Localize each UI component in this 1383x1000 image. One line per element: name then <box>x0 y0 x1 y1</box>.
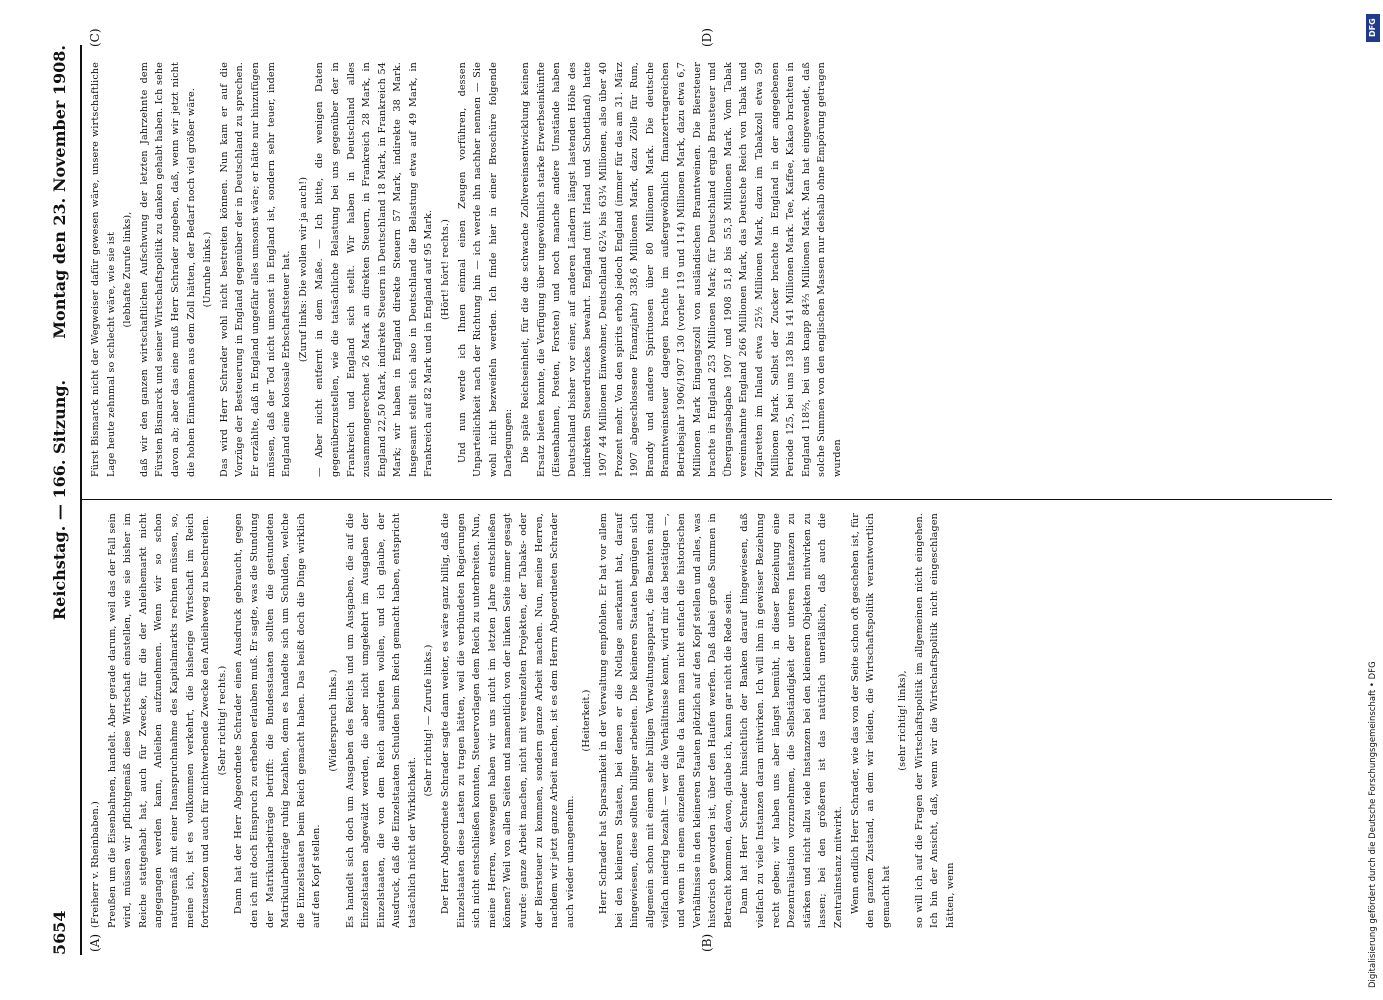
paragraph: Preußen um die Eisenbahnen, handelt. Aber gerade darum, weil das der Fall sein wird, müssen wir pflichtgemäß diese Wirtschaft einstellen, wie sie bisher im Reiche stattgehabt hat, auch für Zwecke, für die der Anleihemarkt nicht angegangen werden kann, Anleihen aufzunehmen. Wenn wir so schon naturgemäß mit einer Inanspruchnahme des Kapitalmarkts rechnen müssen, so, meine ich, ist es vollkommen verkehrt, die bisherige Wirtschaft im Reich fortzusetzen und auch für nichtwerbende Zwecke den Anleiheweg zu beschreiten. <box>106 513 212 928</box>
margin-marker-b: (B) <box>700 933 714 952</box>
paragraph: Dann hat der Herr Abgeordnete Schrader einen Ausdruck gebraucht, gegen den ich mit doch Einspruch zu erheben erlauben muß. Er sagte, was die Stundung der Matrikularbeiträge betrifft: die Bundesstaaten sollten die gestundeten Matrikularbeiträge ruhig bezahlen, denn es handelte sich um Schulden, welche die Einzelstaaten beim Reich gemacht haben. Das heißt doch die Dinge wirklich auf den Kopf stellen. <box>233 513 323 928</box>
paragraph: so will ich auf die Fragen der Wirtschaftspolitik im allgemeinen nicht eingehen. Ich bin der Ansicht, daß, wenn wir die Wirtschaftspolitik nicht eingeschlagen hätten, wenn <box>913 513 957 928</box>
paragraph: Das wird Herr Schrader wohl nicht bestreiten können. Nun kam er auf die Vorzüge der Besteuerung in England gegenüber der in Deutschland zu sprechen. Er erzählte, daß in England ungefähr alles umsonst wäre; er hätte nur hinzufügen müssen, daß der Tod nicht umsonst in England ist, sondern sehr teuer, indem England eine kolossale Erbschaftssteuer hat. <box>218 62 293 477</box>
margin-marker-d: (D) <box>700 28 714 47</box>
paragraph: Die späte Reichseinheit, für die die schwache Zollvereinsentwicklung keinen Ersatz bieten konnte, die Verfügung über ungewöhnlich starke Erwerbseinkünfte (Eisenbahnen, Posten, Forsten) und noch manche andere Umstände haben Deutschland bisher vor einer, auf anderen Ländern längst lastenden Höhe des indirekten Steuerdruckes bewahrt. England (mit Irland und Schottland) hatte 1907 44 Millionen Einwohner, Deutschland 62¼ bis 63¼ Millionen, also über 40 Prozent mehr. Von den spirits erhob jedoch England (immer für das am 31. März 1907 abgeschlossene Finanzjahr) 338,6 Millionen Mark, dazu Zölle für Rum, Brandy und andere Spirituosen über 80 Millionen Mark. Die deutsche Branntweinsteuer dagegen brachte im außergewöhnlich finanzertragreichen Betriebsjahr 1906/1907 130 (vorher 119 und 114) Millionen Mark, dazu etwa 6,7 Millionen Mark Eingangszoll von ausländischen Branntweinen. Die Biersteuer brachte in England 253 Millionen Mark; für Deutschland ergab Brausteuer und Übergangsabgabe 1907 und 1908 51,8 bis 55,3 Millionen Mark. Vom Tabak vereinnahmte England 266 Millionen Mark, das Deutsche Reich von Tabak und Zigaretten im Inland etwa 25½ Millionen Mark, dazu im Tabakzoll etwa 59 Millionen Mark. Selbst der Zucker brachte in England in der angegebenen Periode 125, bei uns 138 bis 141 Millionen Mark. Tee, Kaffee, Kakao brachten in England 118⅔, bei uns knapp 84⅔ Millionen Mark. Man hat eingewendet, daß solche Summen von den englischen Massen nur deshalb ohne Empörung getragen wurden <box>520 62 843 477</box>
paragraph: Und nun werde ich Ihnen einmal einen Zeugen vorführen, dessen Unparteilichkeit nach der Richtung hin — ich werde ihn nachher nennen — Sie wohl nicht bezweifeln werden. Ich finde hier in einer Broschüre folgende Darlegungen: <box>456 62 515 477</box>
digitization-credit: Digitalisierung gefördert durch die Deutsche Forschungsgemeinschaft • DFG <box>1368 661 1378 988</box>
header-rule <box>80 45 82 955</box>
page-header <box>50 45 80 955</box>
paragraph: — Aber nicht entfernt in dem Maße. — Ich bitte, die wenigen Daten gegenüberzustellen, wie die tatsächliche Belastung bei uns gegenüber der in Frankreich und England sich stellt. Wir haben in Deutschland alles zusammengerechnet 26 Mark an direkten Steuern, in Frankreich 28 Mark, in England 22,50 Mark, indirekte Steuern in Deutschland 18 Mark, in Frankreich 54 Mark; wir haben in England direkte Steuern 57 Mark, indirekte 38 Mark. Insgesamt stellt sich also in Deutschland die Belastung etwa auf 49 Mark, in Frankreich auf 82 Mark und in England auf 95 Mark. <box>314 62 435 477</box>
interjection: (Hört! hört! rechts.) <box>440 218 452 321</box>
margin-marker-c: (C) <box>88 28 102 47</box>
paragraph: Dann hat Herr Schrader hinsichtlich der Banken darauf hingewiesen, daß vielfach zu viele Instanzen daran mitwirken. Ich will ihm in gewisser Beziehung recht geben; wir haben uns aber längst bemüht, in dieser Beziehung eine Dezentralisation vorzunehmen, die Selbständigkeit der unteren Instanzen zu stärken und nicht allzu viele Instanzen bei den kleineren Objekten mitwirken zu lassen; bei den größeren ist das natürlich unerläßlich, daß auch die Zentralinstanz mitwirkt. <box>739 513 844 928</box>
paragraph: Der Herr Abgeordnete Schrader sagte dann weiter, es wäre ganz billig, daß die Einzelstaaten diese Lasten zu tragen hätten, weil die verbündeten Regierungen sich nicht entschließen konnten, Steuervorlagen dem Reich zu unterbreiten. Nun, meine Herren, weswegen haben wir uns nicht im letzten Jahre entschließen können? Weil von allen Seiten und namentlich von der linken Seite immer gesagt wurde: ganze Arbeit machen, nicht mit vereinzelten Projekten, der Tabaks- oder der Biersteuer zu kommen, sondern ganze Arbeit machen. Nun, meine Herren, nachdem wir jetzt ganze Arbeit machen, ist es dem Herrn Abgeordneten Schrader auch wieder unangenehm. <box>440 513 576 928</box>
margin-marker-a: (A) <box>88 933 102 952</box>
interjection: (Widerspruch links.) <box>327 669 339 772</box>
digitization-sidebar <box>1363 8 1383 994</box>
paragraph: Es handelt sich doch um Ausgaben des Reichs und um Ausgaben, die auf die Einzelstaaten abgewälzt werden, die aber nicht umgekehrt im Ausgaben der Einzelstaaten, die von dem Reich aufbürden wollen, und ich glaube, der Ausdruck, daß die Einzelstaaten Schulden beim Reich gemacht haben, entspricht tatsächlich nicht der Wirklichkeit. <box>344 513 418 928</box>
right-text-column <box>88 62 847 477</box>
interjection: (Zuruf links: Die wollen wir ja auch!) <box>297 176 309 363</box>
session-title: Reichstag. — 166. Sitzung. <box>50 379 69 621</box>
interjection: (lebhafte Zurufe links), <box>122 211 134 328</box>
paragraph: Herr Schrader hat Sparsamkeit in der Verwaltung empfohlen. Er hat vor allem bei den kleineren Staaten, bei denen er die Notlage anerkannt hat, darauf hingewiesen, diese sollten billiger arbeiten. Die kleineren Staaten begnügen sich allgemein schon mit einem sehr billigen Verwaltungsapparat, die Beamten sind vielfach niedrig bezahlt — wer die Verhältnisse kennt, wird mir das bestätigen —, und wenn in einem einzelnen Falle da kann man nicht einfach die historischen Verhältnisse in den kleineren Staaten plötzlich auf den Kopf stellen und alles, was historisch geworden ist, über den Haufen werfen. Daß dabei große Summen in Betracht kommen, davon, glaube ich, kann gar nicht die Rede sein. <box>598 513 734 928</box>
dfg-logo: DFG <box>1366 14 1380 42</box>
left-text-column <box>88 513 960 928</box>
interjection: (Sehr richtig! — Zurufe links.) <box>423 644 435 797</box>
interjection: (sehr richtig! links), <box>897 670 909 771</box>
paragraph: Wenn endlich Herr Schrader, wie das von der Seite schon oft geschehen ist, für den ganzen Zustand, an dem wir leiden, die Wirtschaftspolitik verantwortlich gemacht hat <box>849 513 892 928</box>
paragraph: Fürst Bismarck nicht der Wegweiser dafür gewesen wäre, unsere wirtschaftliche Lage heute zehnmal so schlecht wäre, wie sie ist <box>90 62 117 477</box>
column-divider <box>82 499 1332 500</box>
interjection: (Unruhe links.) <box>202 231 214 308</box>
paragraph: daß wir den ganzen wirtschaftlichen Aufschwung der letzten Jahrzehnte dem Fürsten Bismarck und seiner Wirtschaftspolitik zu danken gehabt haben. Ich sehe davon ab; aber das eine muß Herr Schrader zugeben, daß, wenn wir jetzt nicht die hohen Einnahmen aus dem Zoll hätten, der Bedarf noch viel größer wäre. <box>138 62 197 477</box>
paragraph: (Freiherr v. Rheinbaben.) <box>90 801 101 928</box>
page-number: 5654 <box>50 910 69 955</box>
interjection: (Heiterkeit.) <box>581 689 593 752</box>
session-date: Montag den 23. November 1908. <box>50 45 69 339</box>
interjection: (Sehr richtig! rechts.) <box>216 665 228 776</box>
